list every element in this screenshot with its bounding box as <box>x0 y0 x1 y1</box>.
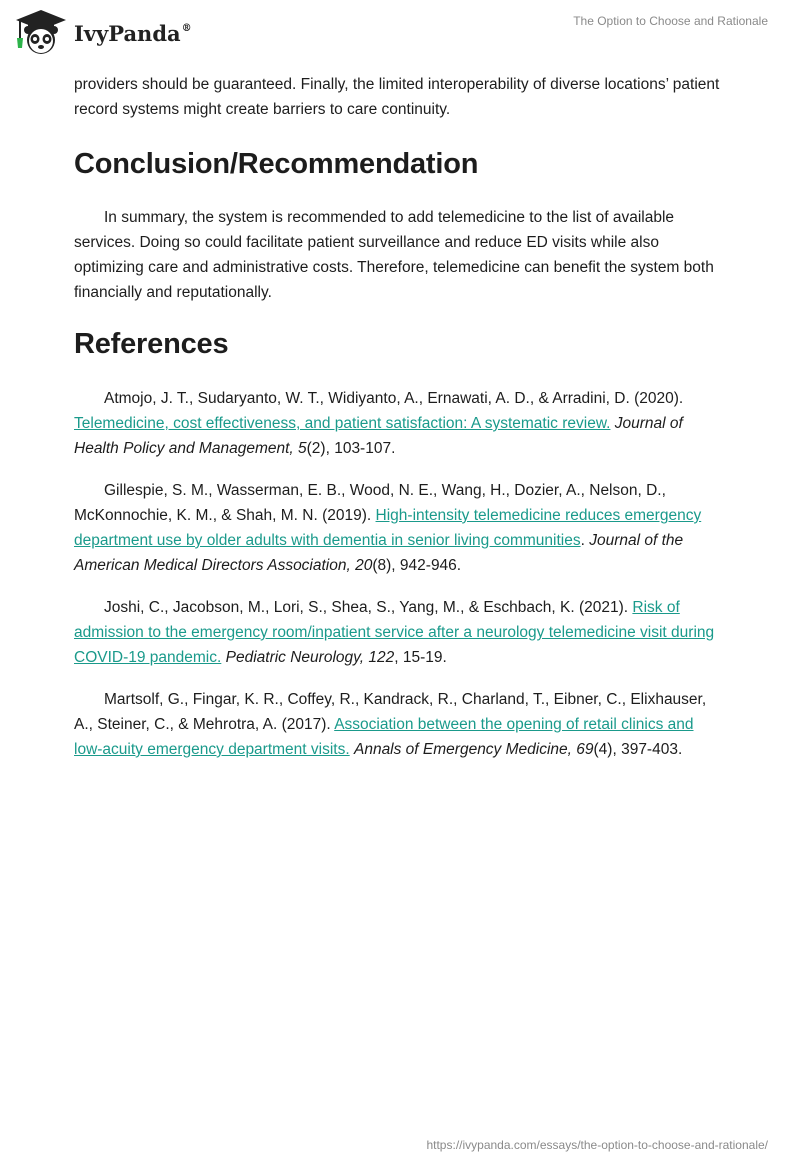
panda-graduate-icon <box>14 8 68 56</box>
reference-item: Martsolf, G., Fingar, K. R., Coffey, R., Kandrack, R., Charland, T., Eibner, C., Elixhauser, A., Steiner, C., & Mehrotra, A. (2017). Association between the opening of retail clinics and low-acuity emergency department visits. Annals of Emergency Medicine, 69(4), 397-403. <box>74 691 707 758</box>
reference-item: Gillespie, S. M., Wasserman, E. B., Wood, N. E., Wang, H., Dozier, A., Nelson, D., McKonnochie, K. M., & Shah, M. N. (2019). High-intensity telemedicine reduces emergency department use by older adults with dementia in senior living communities. Journal of the American Medical Directors Association, 20(8), 942-946. <box>74 482 702 574</box>
reference-link[interactable]: Association between the opening of retail clinics and low-acuity emergency department visits. <box>74 716 694 758</box>
conclusion-paragraph: In summary, the system is recommended to add telemedicine to the list of available services. Doing so could facilitate patient surveillance and reduce ED visits while also optimizing care and administrative costs. Therefore, telemedicine can benefit the system both financially and reputationally. <box>74 209 714 301</box>
brand-name: IvyPanda® <box>74 20 192 46</box>
brand-logo[interactable] <box>14 8 244 56</box>
reference-link[interactable]: High-intensity telemedicine reduces emergency department use by older adults with dementia in senior living communities <box>74 507 702 549</box>
reference-item: Atmojo, J. T., Sudaryanto, W. T., Widiyanto, A., Ernawati, A. D., & Arradini, D. (2020). Telemedicine, cost effectiveness, and patient satisfaction: A systematic review. Journal of Health Policy and Management, 5(2), 103-107. <box>74 390 684 457</box>
reference-link[interactable]: Risk of admission to the emergency room/inpatient service after a neurology telemedicine visit during COVID-19 pandemic. <box>74 599 715 666</box>
intro-paragraph: providers should be guaranteed. Finally, the limited interoperability of diverse locations’ patient record systems might create barriers to care continuity. <box>74 76 720 118</box>
reference-item: Joshi, C., Jacobson, M., Lori, S., Shea, S., Yang, M., & Eschbach, K. (2021). Risk of admission to the emergency room/inpatient service after a neurology telemedicine visit during COVID-19 pandemic. Pediatric Neurology, 122, 15-19. <box>74 599 715 666</box>
page-header <box>0 0 800 62</box>
references-heading: References <box>74 328 229 360</box>
reference-link[interactable]: Telemedicine, cost effectiveness, and patient satisfaction: A systematic review. <box>74 415 611 432</box>
document-title: The Option to Choose and Rationale <box>573 14 768 28</box>
conclusion-heading: Conclusion/Recommendation <box>74 148 479 180</box>
document-body <box>74 72 724 779</box>
source-url[interactable]: https://ivypanda.com/essays/the-option-to-choose-and-rationale/ <box>426 1138 768 1152</box>
